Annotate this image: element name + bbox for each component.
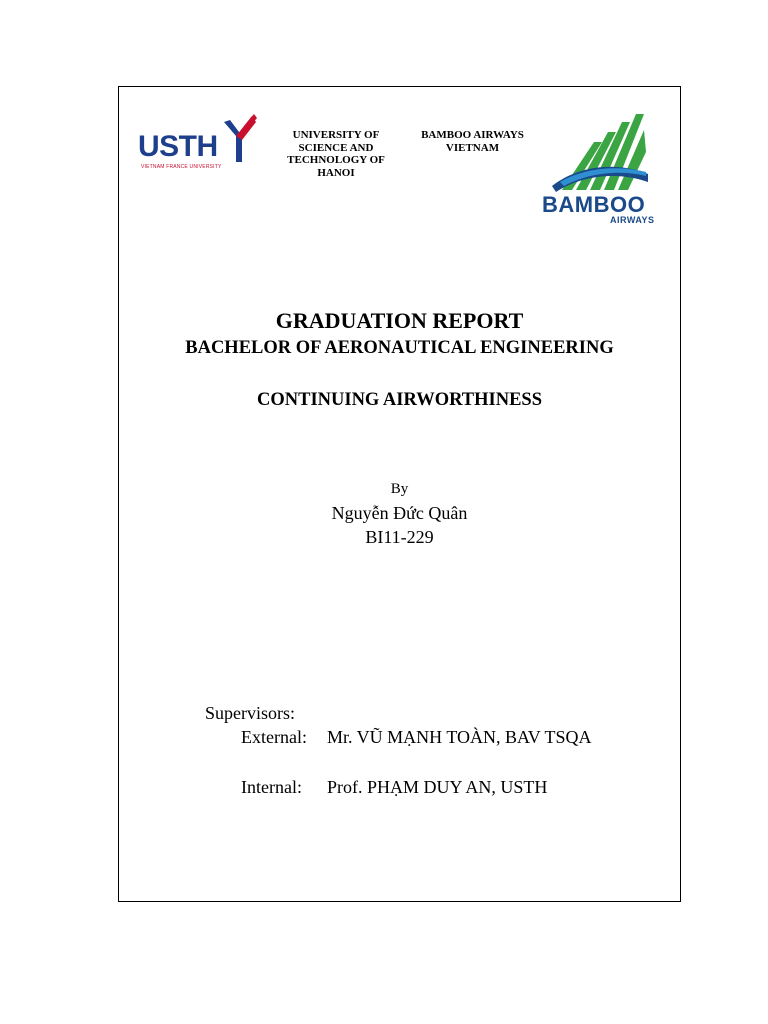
external-supervisor-name: Mr. VŨ MẠNH TOÀN, BAV TSQA [327, 727, 592, 747]
supervisors-label: Supervisors: [205, 703, 295, 723]
company-name-line: VIETNAM [445, 141, 500, 154]
student-id: BI11-229 [365, 527, 434, 547]
university-name-line: HANOI [317, 166, 355, 179]
university-name [276, 129, 396, 179]
bamboo-wordmark: BAMBOO [542, 192, 646, 217]
bamboo-tail-icon [550, 112, 650, 194]
usth-emblem-icon [222, 112, 258, 164]
usth-logo [138, 110, 258, 172]
report-topic: CONTINUING AIRWORTHINESS [257, 390, 542, 410]
author-name: Nguyễn Đức Quân [331, 503, 468, 523]
bamboo-airways-logo [540, 112, 672, 230]
report-title: GRADUATION REPORT [275, 308, 524, 333]
university-name-line: TECHNOLOGY OF [287, 154, 385, 166]
university-name-line: UNIVERSITY OF [292, 129, 380, 141]
usth-wordmark: USTH [138, 130, 218, 163]
company-name-line: BAMBOO AIRWAYS [421, 129, 524, 141]
usth-tagline: VIETNAM FRANCE UNIVERSITY [141, 164, 222, 170]
internal-supervisor-label: Internal: [241, 777, 302, 797]
university-name-line: SCIENCE AND [298, 141, 374, 154]
by-label: By [390, 481, 409, 497]
company-name [405, 129, 540, 154]
external-supervisor-label: External: [241, 727, 307, 747]
bamboo-subtext: AIRWAYS [610, 215, 655, 225]
degree-title: BACHELOR OF AERONAUTICAL ENGINEERING [185, 338, 614, 358]
internal-supervisor-name: Prof. PHẠM DUY AN, USTH [327, 777, 548, 797]
